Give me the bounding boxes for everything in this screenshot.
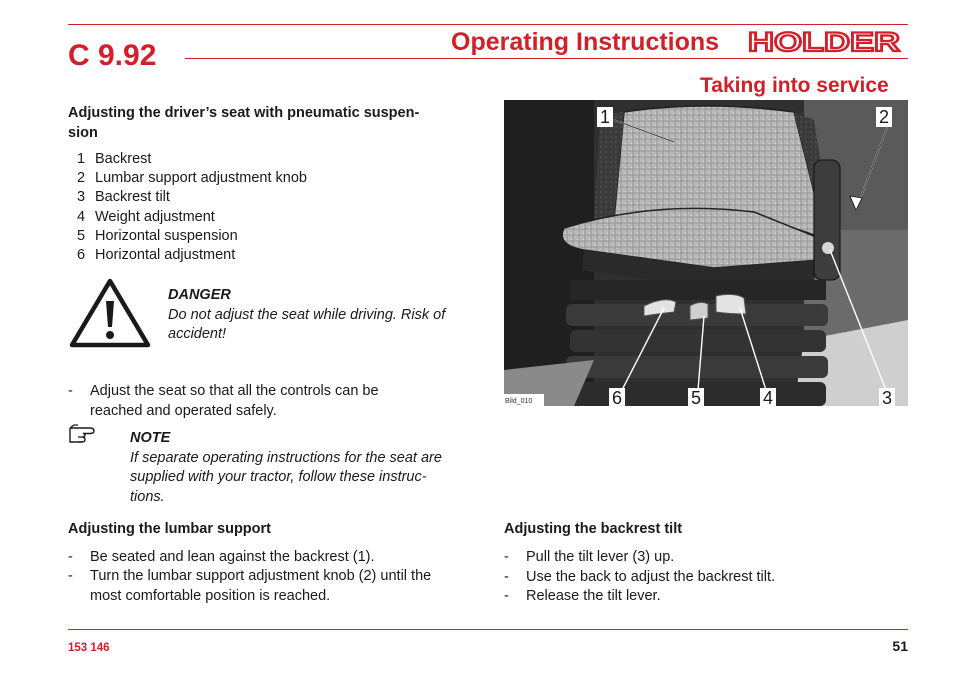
backrest-tilt-heading: Adjusting the backrest tilt xyxy=(504,521,683,537)
figure-label-5: 5 xyxy=(688,388,704,408)
adjust-step: - Adjust the seat so that all the controls can be reached and operated safely. xyxy=(68,383,379,419)
backrest-step: - Use the back to adjust the backrest tilt. xyxy=(504,569,776,585)
top-rule xyxy=(68,24,908,25)
list-item: 4 Weight adjustment xyxy=(77,209,215,225)
list-item: 3 Backrest tilt xyxy=(77,189,170,205)
chapter-code: C 9.92 xyxy=(68,39,157,72)
figure-label-3: 3 xyxy=(879,388,895,408)
seat-heading: Adjusting the driver’s seat with pneumatic suspen- sion xyxy=(68,105,420,141)
danger-title: DANGER xyxy=(168,287,231,303)
figure-label-2: 2 xyxy=(876,107,892,127)
list-item: 6 Horizontal adjustment xyxy=(77,247,236,263)
lumbar-step: - Be seated and lean against the backrest (1). xyxy=(68,549,375,565)
list-item: 1 Backrest xyxy=(77,151,152,167)
svg-text:HOLDER: HOLDER xyxy=(748,29,900,53)
danger-block: DANGER Do not adjust the seat while driving. Risk of accident! xyxy=(168,286,478,345)
pointing-hand-icon xyxy=(68,423,102,450)
figure-label-4: 4 xyxy=(760,388,776,408)
warning-triangle-icon xyxy=(68,277,152,354)
lumbar-heading: Adjusting the lumbar support xyxy=(68,521,271,537)
note-title: NOTE xyxy=(130,430,171,446)
figure-label-6: 6 xyxy=(609,388,625,408)
header-rule xyxy=(185,58,908,59)
lumbar-step: - Turn the lumbar support adjustment knob (2) until the most comfortable position is reached. xyxy=(68,568,432,604)
note-block: NOTE If separate operating instructions for the seat are supplied with your tractor, follow these instruc- tions. xyxy=(130,429,480,507)
seat-photo xyxy=(504,100,908,406)
figure-label-1: 1 xyxy=(597,107,613,127)
list-item: 2 Lumbar support adjustment knob xyxy=(77,170,307,186)
page-number: 51 xyxy=(892,638,908,654)
list-item: 5 Horizontal suspension xyxy=(77,228,238,244)
page-title: Operating Instructions xyxy=(451,28,720,56)
backrest-step: - Release the tilt lever. xyxy=(504,588,661,604)
footer-rule xyxy=(68,629,908,630)
figure-caption: Bild_010 xyxy=(505,398,533,405)
backrest-step: - Pull the tilt lever (3) up. xyxy=(504,549,675,565)
holder-logo xyxy=(748,29,902,58)
doc-number: 153 146 xyxy=(68,642,110,654)
section-title: Taking into service xyxy=(700,74,889,97)
